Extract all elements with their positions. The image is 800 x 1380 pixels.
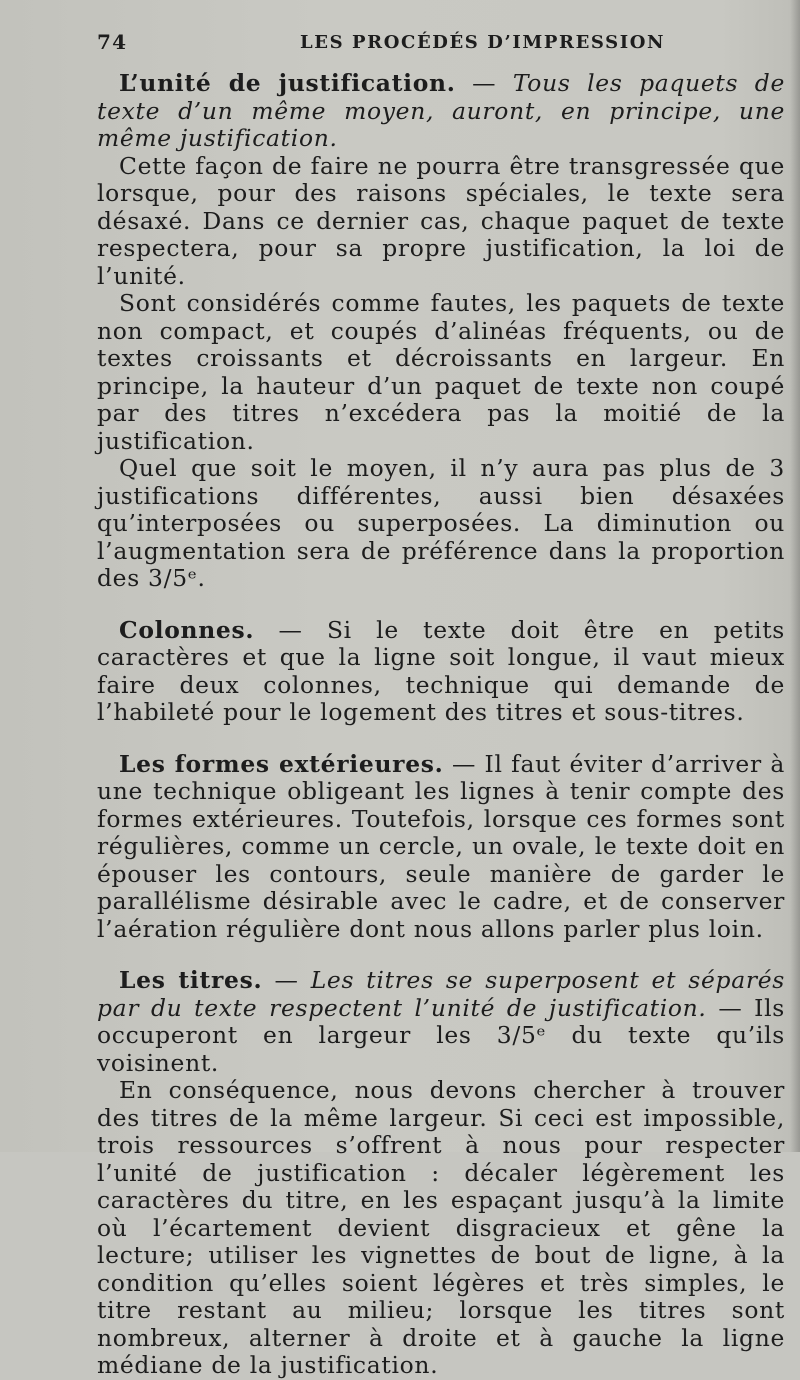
paragraph-unite-justification: [97, 70, 785, 153]
paragraph-titres: [97, 967, 785, 1077]
paragraph: En conséquence, nous devons chercher à trouver des titres de la même largeur. Si ceci est impossible, trois ressources s’offrent à nous pour respecter l’unité de justification : décaler légèrement les caractères du titre, en les espaçant jusqu’à la limite où l’écartement devient disgracieux et gêne la lecture; utiliser les vignettes de bout de ligne, à la condition qu’elles soient légères et très simples, le titre restant au milieu; lorsque les titres sont nombreux, alterner à droite et à gauche la ligne médiane de la justification.: [97, 1076, 785, 1379]
section-heading: Les formes extérieures.: [119, 749, 444, 778]
paragraph: Cette façon de faire ne pourra être transgressée que lorsque, pour des raisons spéciales, le texte sera désaxé. Dans ce dernier cas, chaque paquet de texte respectera, pour sa propre justification, la loi de l’unité.: [97, 151, 785, 290]
italic-rule: Tous les paquets de texte d’un même moyen, auront, en principe, une même justification.: [97, 69, 785, 152]
heading-dash: —: [262, 966, 311, 994]
heading-dash: —: [455, 69, 513, 97]
paragraph-text: Il faut éviter d’arriver à une technique obligeant les lignes à tenir compte des formes extérieures. Toutefois, lorsque ces formes sont régulières, comme un cercle, un ovale, le texte doit en épouser les contours, seule manière de garder le parallélisme désirable avec le cadre, et de conserver l’aération régulière dont nous allons parler plus loin.: [97, 749, 785, 943]
italic-rule: Les titres se superposent et séparés par du texte respectent l’unité de justification.: [97, 966, 785, 1022]
paragraph: Quel que soit le moyen, il n’y aura pas plus de 3 justifications différentes, aussi bien désaxées qu’interposées ou superposées. La diminution ou l’augmentation sera de préférence dans la proportion des 3/5ᵉ.: [97, 454, 785, 592]
section-heading: Colonnes.: [119, 615, 255, 644]
section-heading: L’unité de justification.: [119, 69, 456, 97]
paragraph-formes-exterieures: [97, 751, 785, 944]
heading-dash: —: [254, 615, 327, 644]
paragraph-text: — Ils occuperont en largeur les 3/5ᵉ du texte qu’ils voisinent.: [97, 993, 785, 1077]
paragraph-colonnes: [97, 617, 785, 727]
page-edge-shadow: [790, 0, 800, 1152]
heading-dash: —: [443, 749, 485, 778]
page-number: 74: [97, 30, 128, 54]
running-title: LES PROCÉDÉS D’IMPRESSION: [300, 32, 666, 53]
section-heading: Les titres.: [119, 966, 263, 994]
running-header: [97, 30, 787, 60]
body-text: [97, 70, 785, 1380]
paragraph: Sont considérés comme fautes, les paquets de texte non compact, et coupés d’alinéas fréquents, ou de textes croissants et décroissants en largeur. En principe, la hauteur d’un paquet de texte non coupé par des titres n’excédera pas la moitié de la justification.: [97, 289, 785, 455]
paragraph-text: Si le texte doit être en petits caractères et que la ligne soit longue, il vaut mieux faire deux colonnes, technique qui demande de l’habileté pour le logement des titres et sous-titres.: [97, 615, 785, 726]
